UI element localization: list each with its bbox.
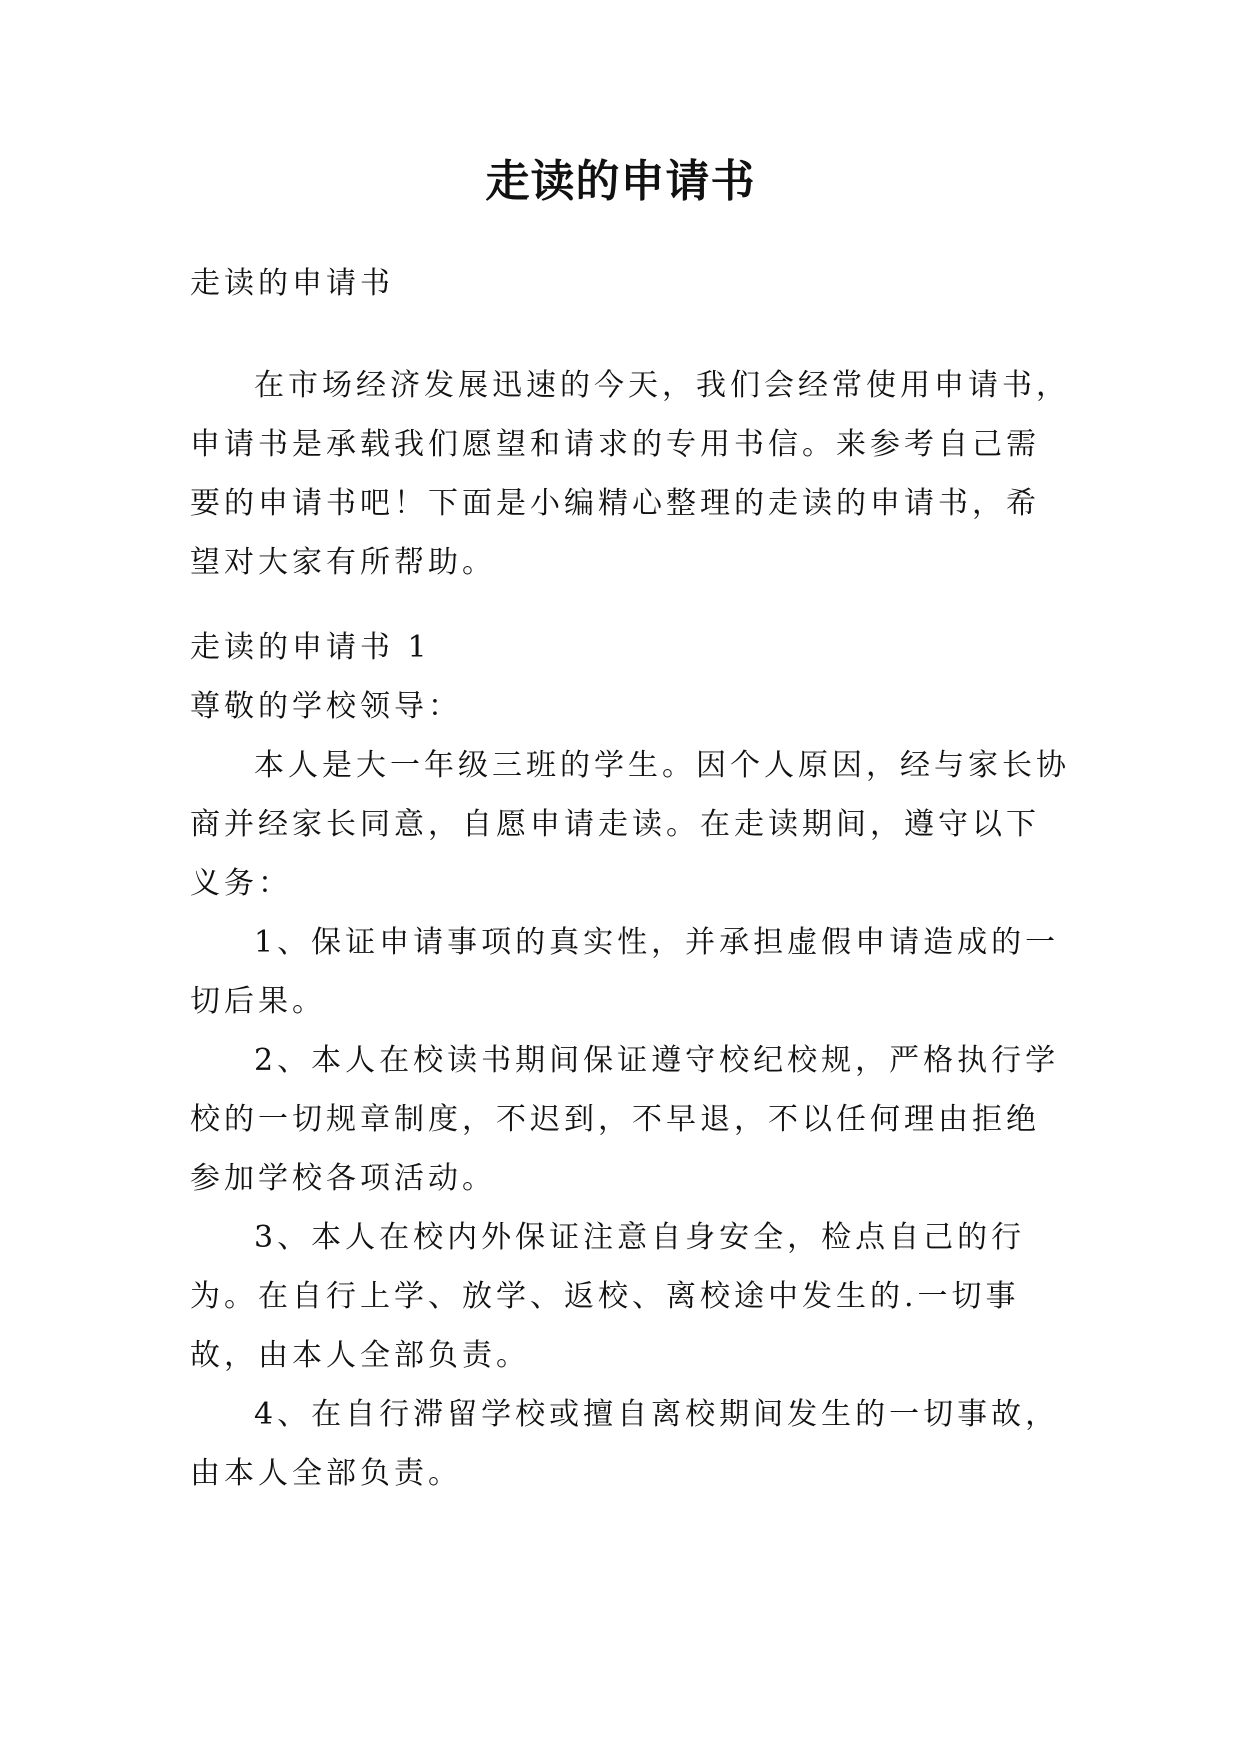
section-1 [190, 618, 1070, 1503]
salutation: 尊敬的学校领导： [190, 689, 462, 724]
intro-block [190, 356, 1070, 592]
section-1-heading: 走读的申请书 1 [190, 630, 431, 665]
paragraph-obligations: 本人是大一年级三班的学生。因个人原因，经与家长协商并经家长同意，自愿申请走读。在走读期间，遵守以下义务： [190, 748, 1070, 901]
document-subtitle-block [190, 254, 1070, 313]
intro-paragraph: 在市场经济发展迅速的今天，我们会经常使用申请书，申请书是承载我们愿望和请求的专用书信。来参考自己需要的申请书吧！下面是小编精心整理的走读的申请书，希望对大家有所帮助。 [190, 368, 1070, 580]
paragraph-item-3: 3、本人在校内外保证注意自身安全，检点自己的行为。在自行上学、放学、返校、离校途中发生的.一切事故，由本人全部负责。 [190, 1220, 1026, 1373]
paragraph-item-4: 4、在自行滞留学校或擅自离校期间发生的一切事故，由本人全部负责。 [190, 1397, 1060, 1491]
paragraph-item-2: 2、本人在校读书期间保证遵守校纪校规，严格执行学校的一切规章制度，不迟到，不早退，不以任何理由拒绝参加学校各项活动。 [190, 1043, 1060, 1196]
document-title: 走读的申请书 [485, 156, 756, 207]
paragraph-item-1: 1、保证申请事项的真实性，并承担虚假申请造成的一切后果。 [190, 925, 1060, 1019]
document-subtitle: 走读的申请书 [190, 266, 394, 301]
